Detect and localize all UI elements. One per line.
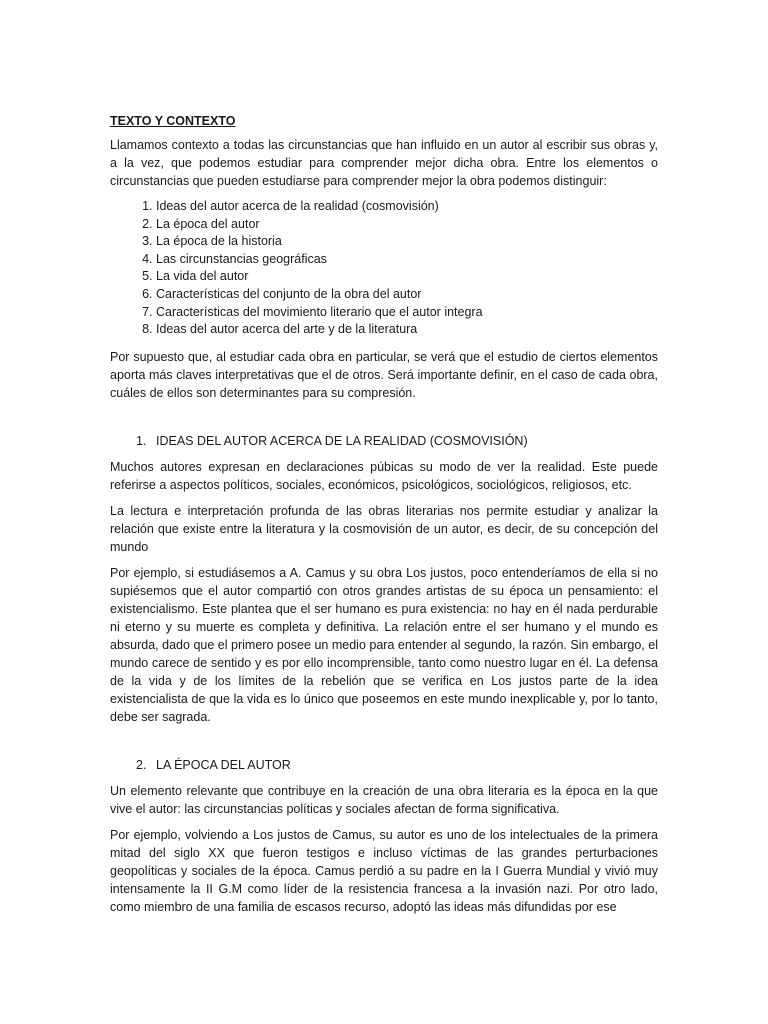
section-1-paragraph-1: Muchos autores expresan en declaraciones púbicas su modo de ver la realidad. Este puede referirse a aspectos políticos, sociales, económicos, psicológicos, sociológicos, religiosos, etc. [110, 459, 658, 492]
closing-paragraph: Por supuesto que, al estudiar cada obra en particular, se verá que el estudio de ciertos elementos aporta más claves interpretativas que el de otros. Será importante definir, en el caso de cada obra, cuáles de ellos son determinantes para su compresión. [110, 349, 658, 400]
section-2-heading [110, 756, 658, 774]
intro-paragraph: Llamamos contexto a todas las circunstancias que han influido en un autor al escribir sus obras y, a la vez, que podemos estudiar para comprender mejor dicha obra. Entre los elementos o circunstancias que pueden estudiarse para comprender mejor la obra podemos distinguir: [110, 138, 658, 188]
section-1-number: 1. [136, 433, 147, 448]
list-item: 7. Características del movimiento literario que el autor integra [156, 304, 658, 322]
list-item: 4. Las circunstancias geográficas [156, 251, 658, 269]
context-elements-list [110, 198, 658, 339]
section-1-heading [110, 432, 658, 450]
section-2-title: LA ÉPOCA DEL AUTOR [156, 757, 291, 772]
list-item: 5. La vida del autor [156, 268, 658, 286]
document-title: TEXTO Y CONTEXTO [110, 114, 236, 128]
list-item: 8. Ideas del autor acerca del arte y de la literatura [156, 321, 658, 339]
section-1-title: IDEAS DEL AUTOR ACERCA DE LA REALIDAD (COSMOVISIÓN) [156, 433, 528, 448]
section-2-number: 2. [136, 757, 147, 772]
list-item: 6. Características del conjunto de la obra del autor [156, 286, 658, 304]
list-item: 2. La época del autor [156, 216, 658, 234]
section-1-paragraph-3: Por ejemplo, si estudiásemos a A. Camus y su obra Los justos, poco entenderíamos de ella si no supiésemos que el autor compartió con otros grandes artistas de su época un pensamiento: el existencialismo. Este plantea que el ser humano es pura existencia: no hay en él nada perdurable ni eterno y su muerte es completa y definitiva. La relación entre el ser humano y el mundo es absurda, dado que el primero posee un medio para entender al segundo, la razón. Sin embargo, el mundo carece de sentido y es por ello incomprensible, tanto como nuestro lugar en él. La defensa de la vida y de los límites de la rebelión que se verifica en Los justos parte de la idea existencialista de que la vida es lo único que poseemos en este mundo inexplicable y, por lo tanto, debe ser sagrada. [110, 565, 658, 724]
section-2-paragraph-1: Un elemento relevante que contribuye en la creación de una obra literaria es la época en la que vive el autor: las circunstancias políticas y sociales afectan de forma significativa. [110, 783, 658, 816]
section-2-paragraph-2: Por ejemplo, volviendo a Los justos de Camus, su autor es uno de los intelectuales de la primera mitad del siglo XX que fueron testigos e incluso víctimas de las grandes perturbaciones geopolíticas y sociales de la época. Camus perdió a su padre en la I Guerra Mundial y vivió muy intensamente la II G.M como líder de la resistencia francesa a la invasión nazi. Por otro lado, como miembro de una familia de escasos recurso, adoptó las ideas más difundidas por ese [110, 827, 658, 914]
list-item: 1. Ideas del autor acerca de la realidad (cosmovisión) [156, 198, 658, 216]
list-item: 3. La época de la historia [156, 233, 658, 251]
section-1-paragraph-2: La lectura e interpretación profunda de las obras literarias nos permite estudiar y analizar la relación que existe entre la literatura y la cosmovisión de un autor, es decir, de su concepción del mundo [110, 503, 658, 554]
